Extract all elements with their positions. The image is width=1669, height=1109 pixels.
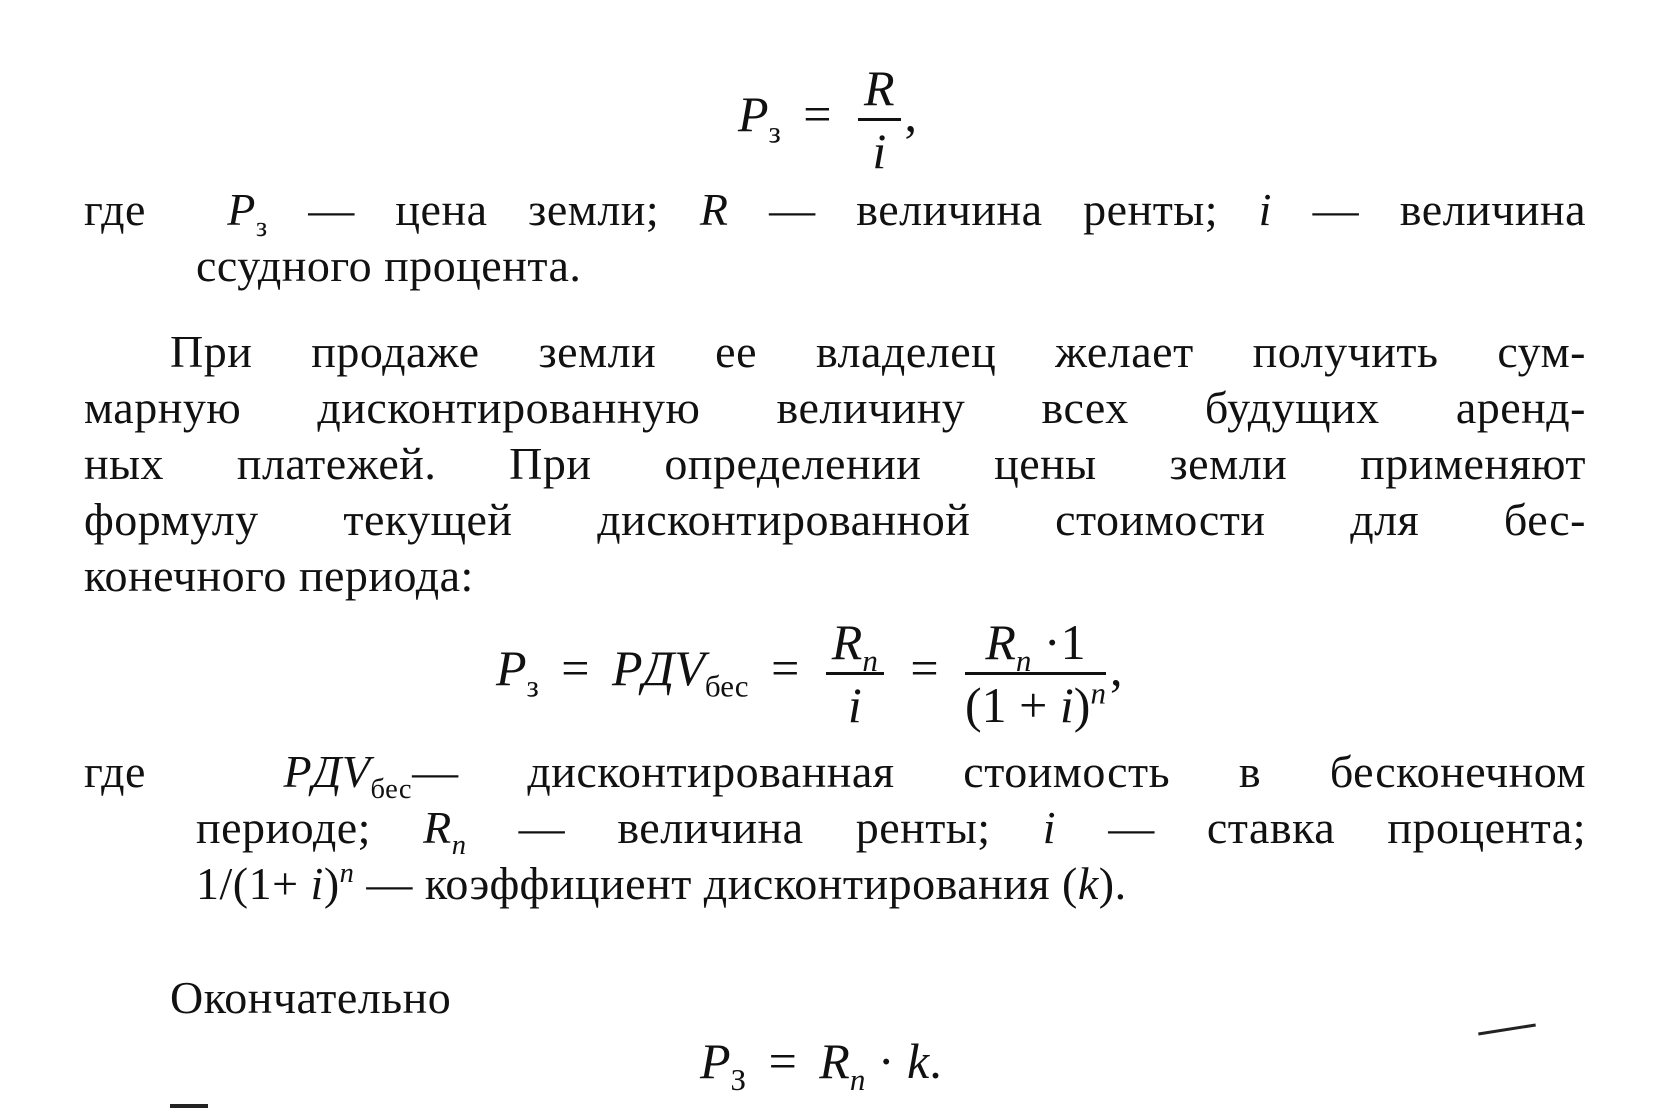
- dot-operator: ·: [877, 1033, 895, 1089]
- fraction-denominator: i: [847, 677, 862, 733]
- numerator-symbol: R: [831, 614, 863, 670]
- scan-artifact-stroke: [1478, 1023, 1536, 1035]
- formula-trailing-comma: ,: [1109, 639, 1123, 696]
- definition-text: периоде;: [196, 802, 424, 853]
- formula-subscript: n: [849, 1061, 866, 1097]
- equals-sign: =: [771, 639, 800, 696]
- definition-line: [196, 802, 1586, 861]
- symbol-subscript: бес: [370, 773, 413, 805]
- symbol-exponent: n: [339, 857, 355, 889]
- paragraph-line: Окончательно: [170, 972, 452, 1023]
- formula-subscript: бес: [704, 668, 749, 704]
- fraction: [858, 62, 901, 177]
- formula-final: [700, 1032, 942, 1097]
- fraction: [965, 616, 1106, 731]
- formula-symbol: P: [738, 85, 769, 142]
- formula-land-price: [738, 62, 917, 177]
- denominator-open: (1 +: [965, 677, 1060, 733]
- denominator-symbol: i: [1059, 677, 1074, 733]
- formula-subscript: З: [730, 1061, 747, 1097]
- scan-artifact-stroke: [170, 1104, 208, 1108]
- equals-sign: =: [561, 639, 590, 696]
- definition-text: — ставка процента;: [1056, 802, 1586, 853]
- equals-sign: =: [803, 85, 832, 142]
- equals-sign: =: [910, 639, 939, 696]
- definition-text: ): [323, 858, 340, 909]
- formula-symbol: k: [906, 1033, 930, 1089]
- numerator-tail: ·1: [1031, 614, 1086, 670]
- definition-text: — величина ренты;: [466, 802, 1043, 853]
- symbol-r: R: [423, 802, 452, 853]
- definition-text: ).: [1098, 858, 1127, 909]
- paragraph-line: конечного периода:: [84, 550, 474, 601]
- where-word: где: [84, 184, 146, 235]
- paragraph-line: марную дисконтированную величину всех будущих аренд-: [84, 382, 1586, 433]
- formula-symbol: P: [700, 1033, 731, 1089]
- definition-line: ссудного процента.: [196, 240, 582, 291]
- definition-text: — дисконтированная стоимость в бесконечном: [412, 746, 1587, 797]
- paragraph-line: формулу текущей дисконтированной стоимости для бес-: [84, 494, 1586, 545]
- fraction-denominator: [965, 675, 1106, 731]
- symbol-p: P: [227, 184, 256, 235]
- formula-trailing-comma: ,: [904, 85, 918, 142]
- numerator-subscript: n: [862, 642, 878, 678]
- symbol-pdv: PДV: [283, 746, 371, 797]
- symbol-k: k: [1077, 858, 1099, 909]
- symbol-subscript: з: [255, 211, 268, 243]
- symbol-i: i: [1042, 802, 1057, 853]
- symbol-subscript: n: [451, 829, 467, 861]
- formula-discounted-value: [496, 616, 1122, 731]
- fraction: [826, 616, 884, 731]
- definition-text: — величина: [1271, 184, 1586, 235]
- denominator-exponent: n: [1090, 675, 1106, 711]
- symbol-i: i: [1258, 184, 1272, 235]
- formula-subscript: з: [526, 668, 539, 704]
- definition-text: 1/(1+: [196, 858, 311, 909]
- denominator-close: ): [1073, 677, 1091, 733]
- numerator-symbol: R: [985, 614, 1016, 670]
- definition-text: — цена земли;: [267, 184, 700, 235]
- formula-trailing-period: .: [929, 1033, 942, 1089]
- numerator-subscript: n: [1015, 642, 1032, 678]
- fraction-denominator: i: [872, 123, 887, 179]
- formula-symbol: R: [819, 1033, 850, 1089]
- equals-sign: =: [768, 1033, 797, 1089]
- definition-line: [84, 746, 1587, 805]
- fraction-numerator: [965, 614, 1106, 678]
- definition-text: — величина ренты;: [728, 184, 1259, 235]
- formula-subscript: з: [768, 114, 781, 150]
- fraction-numerator: [826, 614, 884, 678]
- paragraph-line: ных платежей. При определении цены земли применяют: [84, 438, 1586, 489]
- formula-symbol: P: [496, 639, 527, 696]
- formula-symbol: PДV: [612, 639, 705, 696]
- paragraph-line: При продаже земли ее владелец желает получить сум-: [170, 326, 1586, 377]
- symbol-r: R: [699, 184, 729, 235]
- fraction-numerator: R: [858, 62, 901, 121]
- definition-line: [196, 858, 1127, 910]
- where-word: где: [84, 746, 146, 797]
- symbol-i: i: [310, 858, 324, 909]
- definition-text: — коэффициент дисконтирования (: [354, 858, 1078, 909]
- definition-line: [84, 184, 1586, 243]
